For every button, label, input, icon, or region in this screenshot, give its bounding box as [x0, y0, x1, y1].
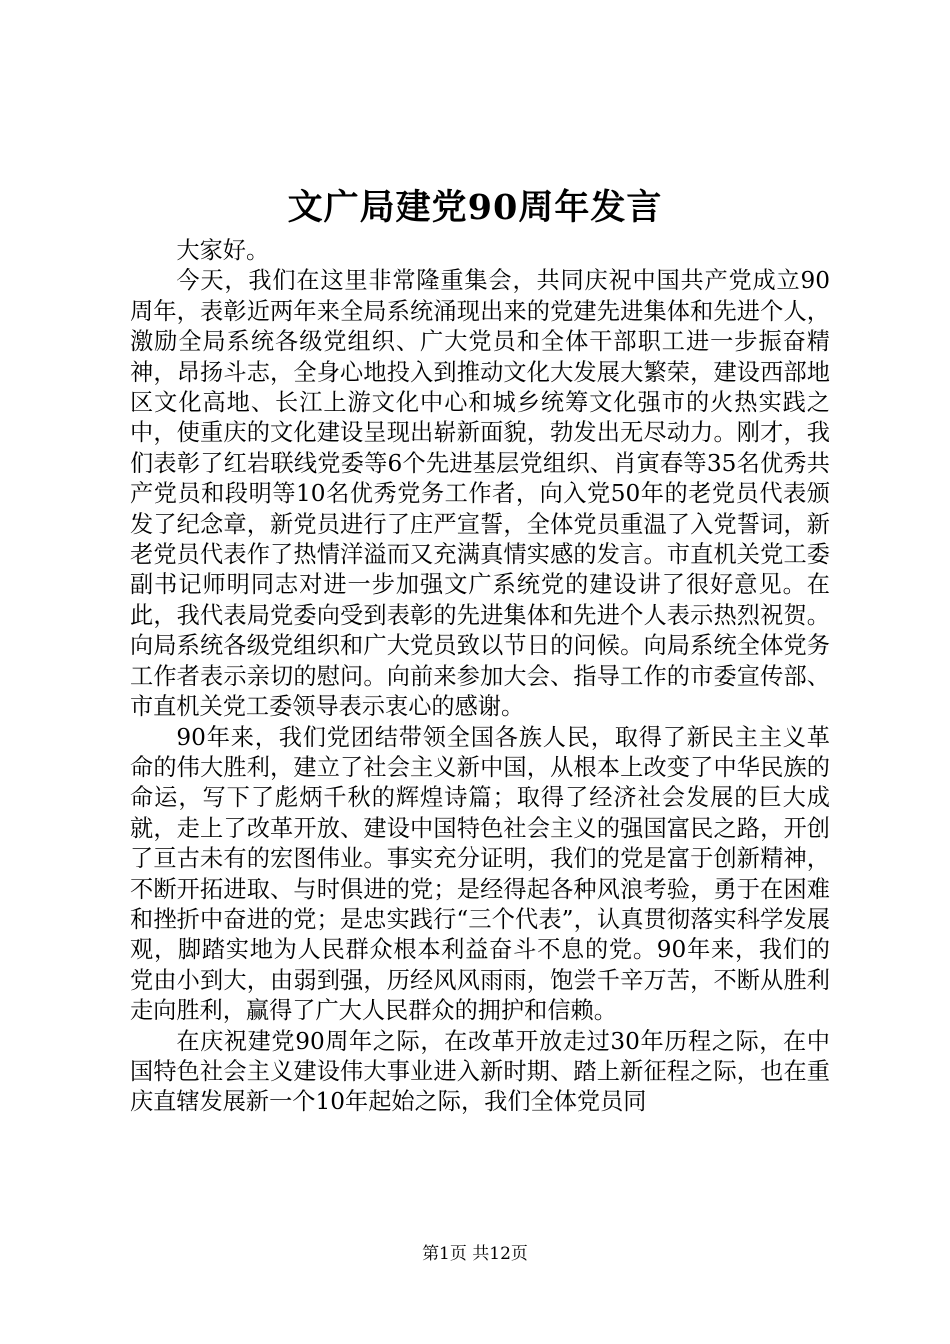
document-body: [130, 236, 830, 1118]
paragraph-3: 在庆祝建党90周年之际，在改革开放走过30年历程之际，在中国特色社会主义建设伟大事业进入新时期、踏上新征程之际，也在重庆直辖发展新一个10年起始之际，我们全体党员同: [130, 1027, 830, 1116]
paragraph-2: 90年来，我们党团结带领全国各族人民，取得了新民主主义革命的伟大胜利，建立了社会主义新中国，从根本上改变了中华民族的命运，写下了彪炳千秋的辉煌诗篇；取得了经济社会发展的巨大成就，走上了改革开放、建设中国特色社会主义的强国富民之路，开创了亘古未有的宏图伟业。事实充分证明，我们的党是富于创新精神，不断开拓进取、与时俱进的党；是经得起各种风浪考验，勇于在困难和挫折中奋进的党；是忠实践行“三个代表”，认真贯彻落实科学发展观，脚踏实地为人民群众根本利益奋斗不息的党。90年来，我们的党由小到大，由弱到强，历经风风雨雨，饱尝千辛万苦，不断从胜利走向胜利，赢得了广大人民群众的拥护和信赖。: [130, 723, 830, 1025]
paragraph-1: 今天，我们在这里非常隆重集会，共同庆祝中国共产党成立90周年，表彰近两年来全局系统涌现出来的党建先进集体和先进个人，激励全局系统各级党组织、广大党员和全体干部职工进一步振奋精神，昂扬斗志，全身心地投入到推动文化大发展大繁荣，建设西部地区文化高地、长江上游文化中心和城乡统筹文化强市的火热实践之中，使重庆的文化建设呈现出崭新面貌，勃发出无尽动力。刚才，我们表彰了红岩联线党委等6个先进基层党组织、肖寅春等35名优秀共产党员和段明等10名优秀党务工作者，向入党50年的老党员代表颁发了纪念章，新党员进行了庄严宣誓，全体党员重温了入党誓词，新老党员代表作了热情洋溢而又充满真情实感的发言。市直机关党工委副书记师明同志对进一步加强文广系统党的建设讲了很好意见。在此，我代表局党委向受到表彰的先进集体和先进个人表示热烈祝贺。向局系统各级党组织和广大党员致以节日的问候。向局系统全体党务工作者表示亲切的慰问。向前来参加大会、指导工作的市委宣传部、市直机关党工委领导表示衷心的感谢。: [130, 267, 830, 721]
paragraph-greeting: 大家好。: [176, 237, 270, 264]
page-number-footer: 第1页 共12页: [422, 1244, 528, 1264]
document-title: 文广局建党90周年发言: [287, 187, 663, 228]
